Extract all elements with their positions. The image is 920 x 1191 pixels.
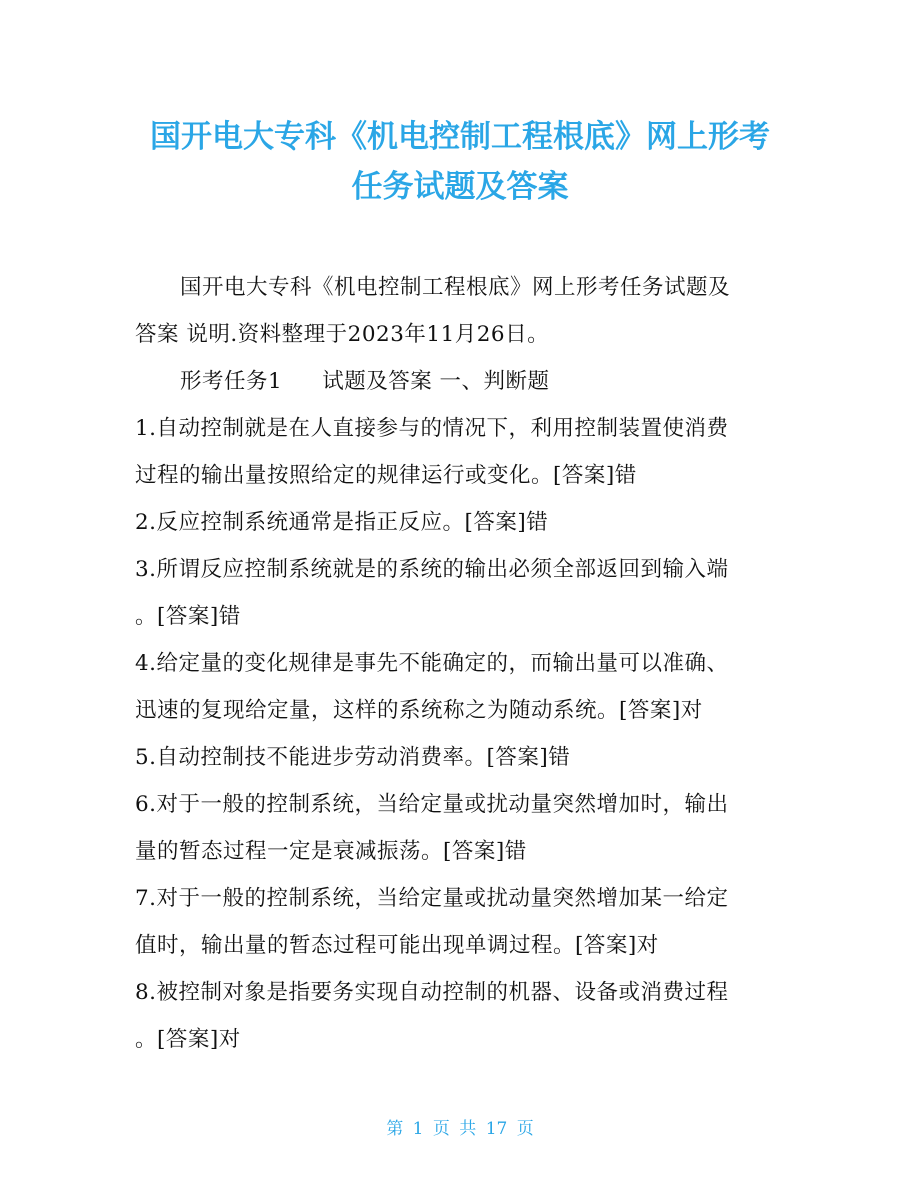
document-body <box>135 264 785 1063</box>
title-line-2: 任务试题及答案 <box>351 169 569 205</box>
question-line: 7.对于一般的控制系统，当给定量或扰动量突然增加某一给定 <box>135 886 729 911</box>
question-line: 。[答案]错 <box>135 604 241 629</box>
intro-line-1: 国开电大专科《机电控制工程根底》网上形考任务试题及 <box>180 275 731 300</box>
question-line: 量的暂态过程一定是衰减振荡。[答案]错 <box>135 839 527 864</box>
title-line-1: 国开电大专科《机电控制工程根底》网上形考 <box>150 119 770 155</box>
question-line: 3.所谓反应控制系统就是的系统的输出必须全部返回到输入端 <box>135 557 729 582</box>
question-line: 1.自动控制就是在人直接参与的情况下，利用控制装置使消费 <box>135 416 729 441</box>
question-line: 值时，输出量的暂态过程可能出现单调过程。[答案]对 <box>135 933 659 958</box>
question-line: 2.反应控制系统通常是指正反应。[答案]错 <box>135 510 549 535</box>
question-line: 迅速的复现给定量，这样的系统称之为随动系统。[答案]对 <box>135 698 703 723</box>
question-line: 5.自动控制技不能进步劳动消费率。[答案]错 <box>135 745 571 770</box>
question-line: 6.对于一般的控制系统，当给定量或扰动量突然增加时，输出 <box>135 792 729 817</box>
question-line: 过程的输出量按照给定的规律运行或变化。[答案]错 <box>135 463 637 488</box>
task-label: 形考任务1 <box>180 369 283 394</box>
task-heading <box>135 358 785 405</box>
question-line: 8.被控制对象是指要务实现自动控制的机器、设备或消费过程 <box>135 980 729 1005</box>
question-line: 。[答案]对 <box>135 1027 241 1052</box>
document-title <box>100 112 820 212</box>
question-line: 4.给定量的变化规律是事先不能确定的，而输出量可以准确、 <box>135 651 729 676</box>
intro-line-2: 答案 说明.资料整理于2023年11月26日。 <box>135 322 550 347</box>
page-number-footer: 第 1 页 共 17 页 <box>386 1119 534 1139</box>
task-subheading: 试题及答案 一、判断题 <box>322 369 550 394</box>
